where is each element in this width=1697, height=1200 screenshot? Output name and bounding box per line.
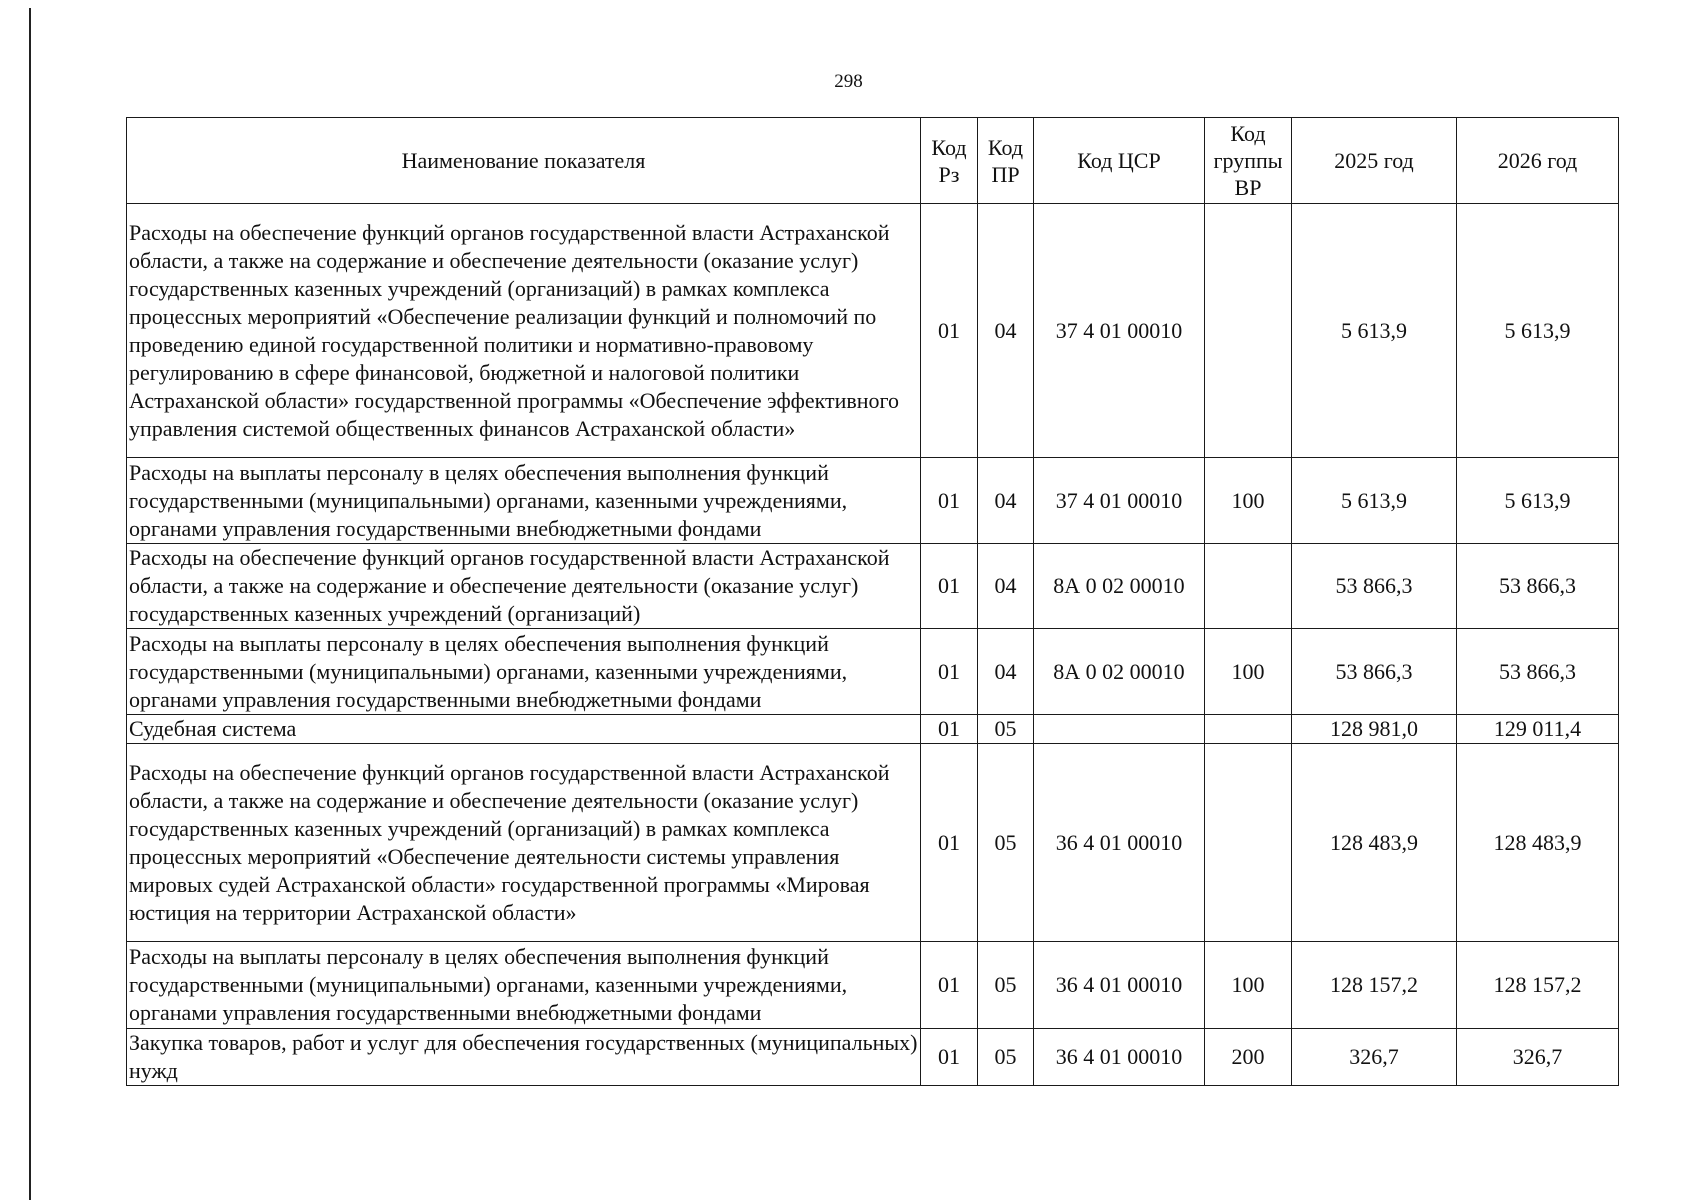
code-csr-cell: 37 4 01 00010 [1034, 458, 1205, 544]
code-rz-cell: 01 [921, 744, 978, 942]
amount-2025-cell: 53 866,3 [1292, 544, 1457, 629]
header-code-vr: Код группы ВР [1205, 118, 1292, 204]
code-vr-cell [1205, 744, 1292, 942]
code-vr-cell [1205, 715, 1292, 744]
code-rz-cell: 01 [921, 942, 978, 1029]
code-pr-cell: 05 [978, 942, 1034, 1029]
table-row [127, 744, 1619, 942]
header-year-2025: 2025 год [1292, 118, 1457, 204]
code-pr-cell: 04 [978, 629, 1034, 715]
amount-2026-cell: 326,7 [1457, 1029, 1619, 1086]
indicator-name-cell: Расходы на выплаты персоналу в целях обеспечения выполнения функций государственными (муниципальными) органами, казенными учреждениями, органами управления государственными внебюджетными фондами [127, 458, 921, 544]
code-pr-cell: 04 [978, 458, 1034, 544]
amount-2025-cell: 5 613,9 [1292, 458, 1457, 544]
amount-2025-cell: 128 483,9 [1292, 744, 1457, 942]
header-indicator-name: Наименование показателя [127, 118, 921, 204]
header-year-2026: 2026 год [1457, 118, 1619, 204]
code-vr-cell: 200 [1205, 1029, 1292, 1086]
amount-2026-cell: 5 613,9 [1457, 204, 1619, 458]
amount-2025-cell: 128 981,0 [1292, 715, 1457, 744]
amount-2025-cell: 326,7 [1292, 1029, 1457, 1086]
amount-2025-cell: 53 866,3 [1292, 629, 1457, 715]
amount-2026-cell: 53 866,3 [1457, 544, 1619, 629]
indicator-name-cell: Расходы на выплаты персоналу в целях обеспечения выполнения функций государственными (муниципальными) органами, казенными учреждениями, органами управления государственными внебюджетными фондами [127, 942, 921, 1029]
header-code-rz: Код Рз [921, 118, 978, 204]
indicator-name-cell: Судебная система [127, 715, 921, 744]
code-rz-cell: 01 [921, 629, 978, 715]
code-csr-cell: 8А 0 02 00010 [1034, 544, 1205, 629]
code-pr-cell: 05 [978, 744, 1034, 942]
table-row [127, 629, 1619, 715]
budget-expenditure-table [126, 117, 1619, 1086]
code-rz-cell: 01 [921, 544, 978, 629]
code-rz-cell: 01 [921, 458, 978, 544]
amount-2026-cell: 128 157,2 [1457, 942, 1619, 1029]
header-code-csr: Код ЦСР [1034, 118, 1205, 204]
code-csr-cell: 36 4 01 00010 [1034, 1029, 1205, 1086]
table-row [127, 1029, 1619, 1086]
code-rz-cell: 01 [921, 204, 978, 458]
code-pr-cell: 05 [978, 1029, 1034, 1086]
code-vr-cell: 100 [1205, 629, 1292, 715]
code-vr-cell [1205, 544, 1292, 629]
table-row-section [127, 715, 1619, 744]
code-pr-cell: 05 [978, 715, 1034, 744]
code-rz-cell: 01 [921, 1029, 978, 1086]
code-rz-cell: 01 [921, 715, 978, 744]
code-vr-cell: 100 [1205, 942, 1292, 1029]
code-csr-cell: 37 4 01 00010 [1034, 204, 1205, 458]
header-code-pr: Код ПР [978, 118, 1034, 204]
code-vr-cell [1205, 204, 1292, 458]
table-row [127, 942, 1619, 1029]
code-csr-cell [1034, 715, 1205, 744]
table-row [127, 458, 1619, 544]
code-pr-cell: 04 [978, 544, 1034, 629]
table-row [127, 204, 1619, 458]
table-header-row [127, 118, 1619, 204]
code-pr-cell: 04 [978, 204, 1034, 458]
indicator-name-cell: Расходы на обеспечение функций органов государственной власти Астраханской области, а также на содержание и обеспечение деятельности (оказание услуг) государственных казенных учреждений (организаций) в рамках комплекса процессных мероприятий «Обеспечение реализации функций и полномочий по проведению единой государственной политики и нормативно-правовому регулированию в сфере финансовой, бюджетной и налоговой политики Астраханской области» государственной программы «Обеспечение эффективного управления системой общественных финансов Астраханской области» [127, 204, 921, 458]
amount-2026-cell: 53 866,3 [1457, 629, 1619, 715]
amount-2026-cell: 5 613,9 [1457, 458, 1619, 544]
page-number: 298 [834, 71, 863, 92]
amount-2025-cell: 128 157,2 [1292, 942, 1457, 1029]
indicator-name-cell: Закупка товаров, работ и услуг для обеспечения государственных (муниципальных) нужд [127, 1029, 921, 1086]
code-csr-cell: 36 4 01 00010 [1034, 744, 1205, 942]
indicator-name-cell: Расходы на обеспечение функций органов государственной власти Астраханской области, а также на содержание и обеспечение деятельности (оказание услуг) государственных казенных учреждений (организаций) [127, 544, 921, 629]
code-csr-cell: 36 4 01 00010 [1034, 942, 1205, 1029]
code-vr-cell: 100 [1205, 458, 1292, 544]
amount-2026-cell: 128 483,9 [1457, 744, 1619, 942]
indicator-name-cell: Расходы на обеспечение функций органов государственной власти Астраханской области, а также на содержание и обеспечение деятельности (оказание услуг) государственных казенных учреждений (организаций) в рамках комплекса процессных мероприятий «Обеспечение деятельности системы управления мировых судей Астраханской области» государственной программы «Мировая юстиция на территории Астраханской области» [127, 744, 921, 942]
indicator-name-cell: Расходы на выплаты персоналу в целях обеспечения выполнения функций государственными (муниципальными) органами, казенными учреждениями, органами управления государственными внебюджетными фондами [127, 629, 921, 715]
amount-2026-cell: 129 011,4 [1457, 715, 1619, 744]
binding-margin-line [29, 8, 31, 1200]
code-csr-cell: 8А 0 02 00010 [1034, 629, 1205, 715]
amount-2025-cell: 5 613,9 [1292, 204, 1457, 458]
table-row [127, 544, 1619, 629]
